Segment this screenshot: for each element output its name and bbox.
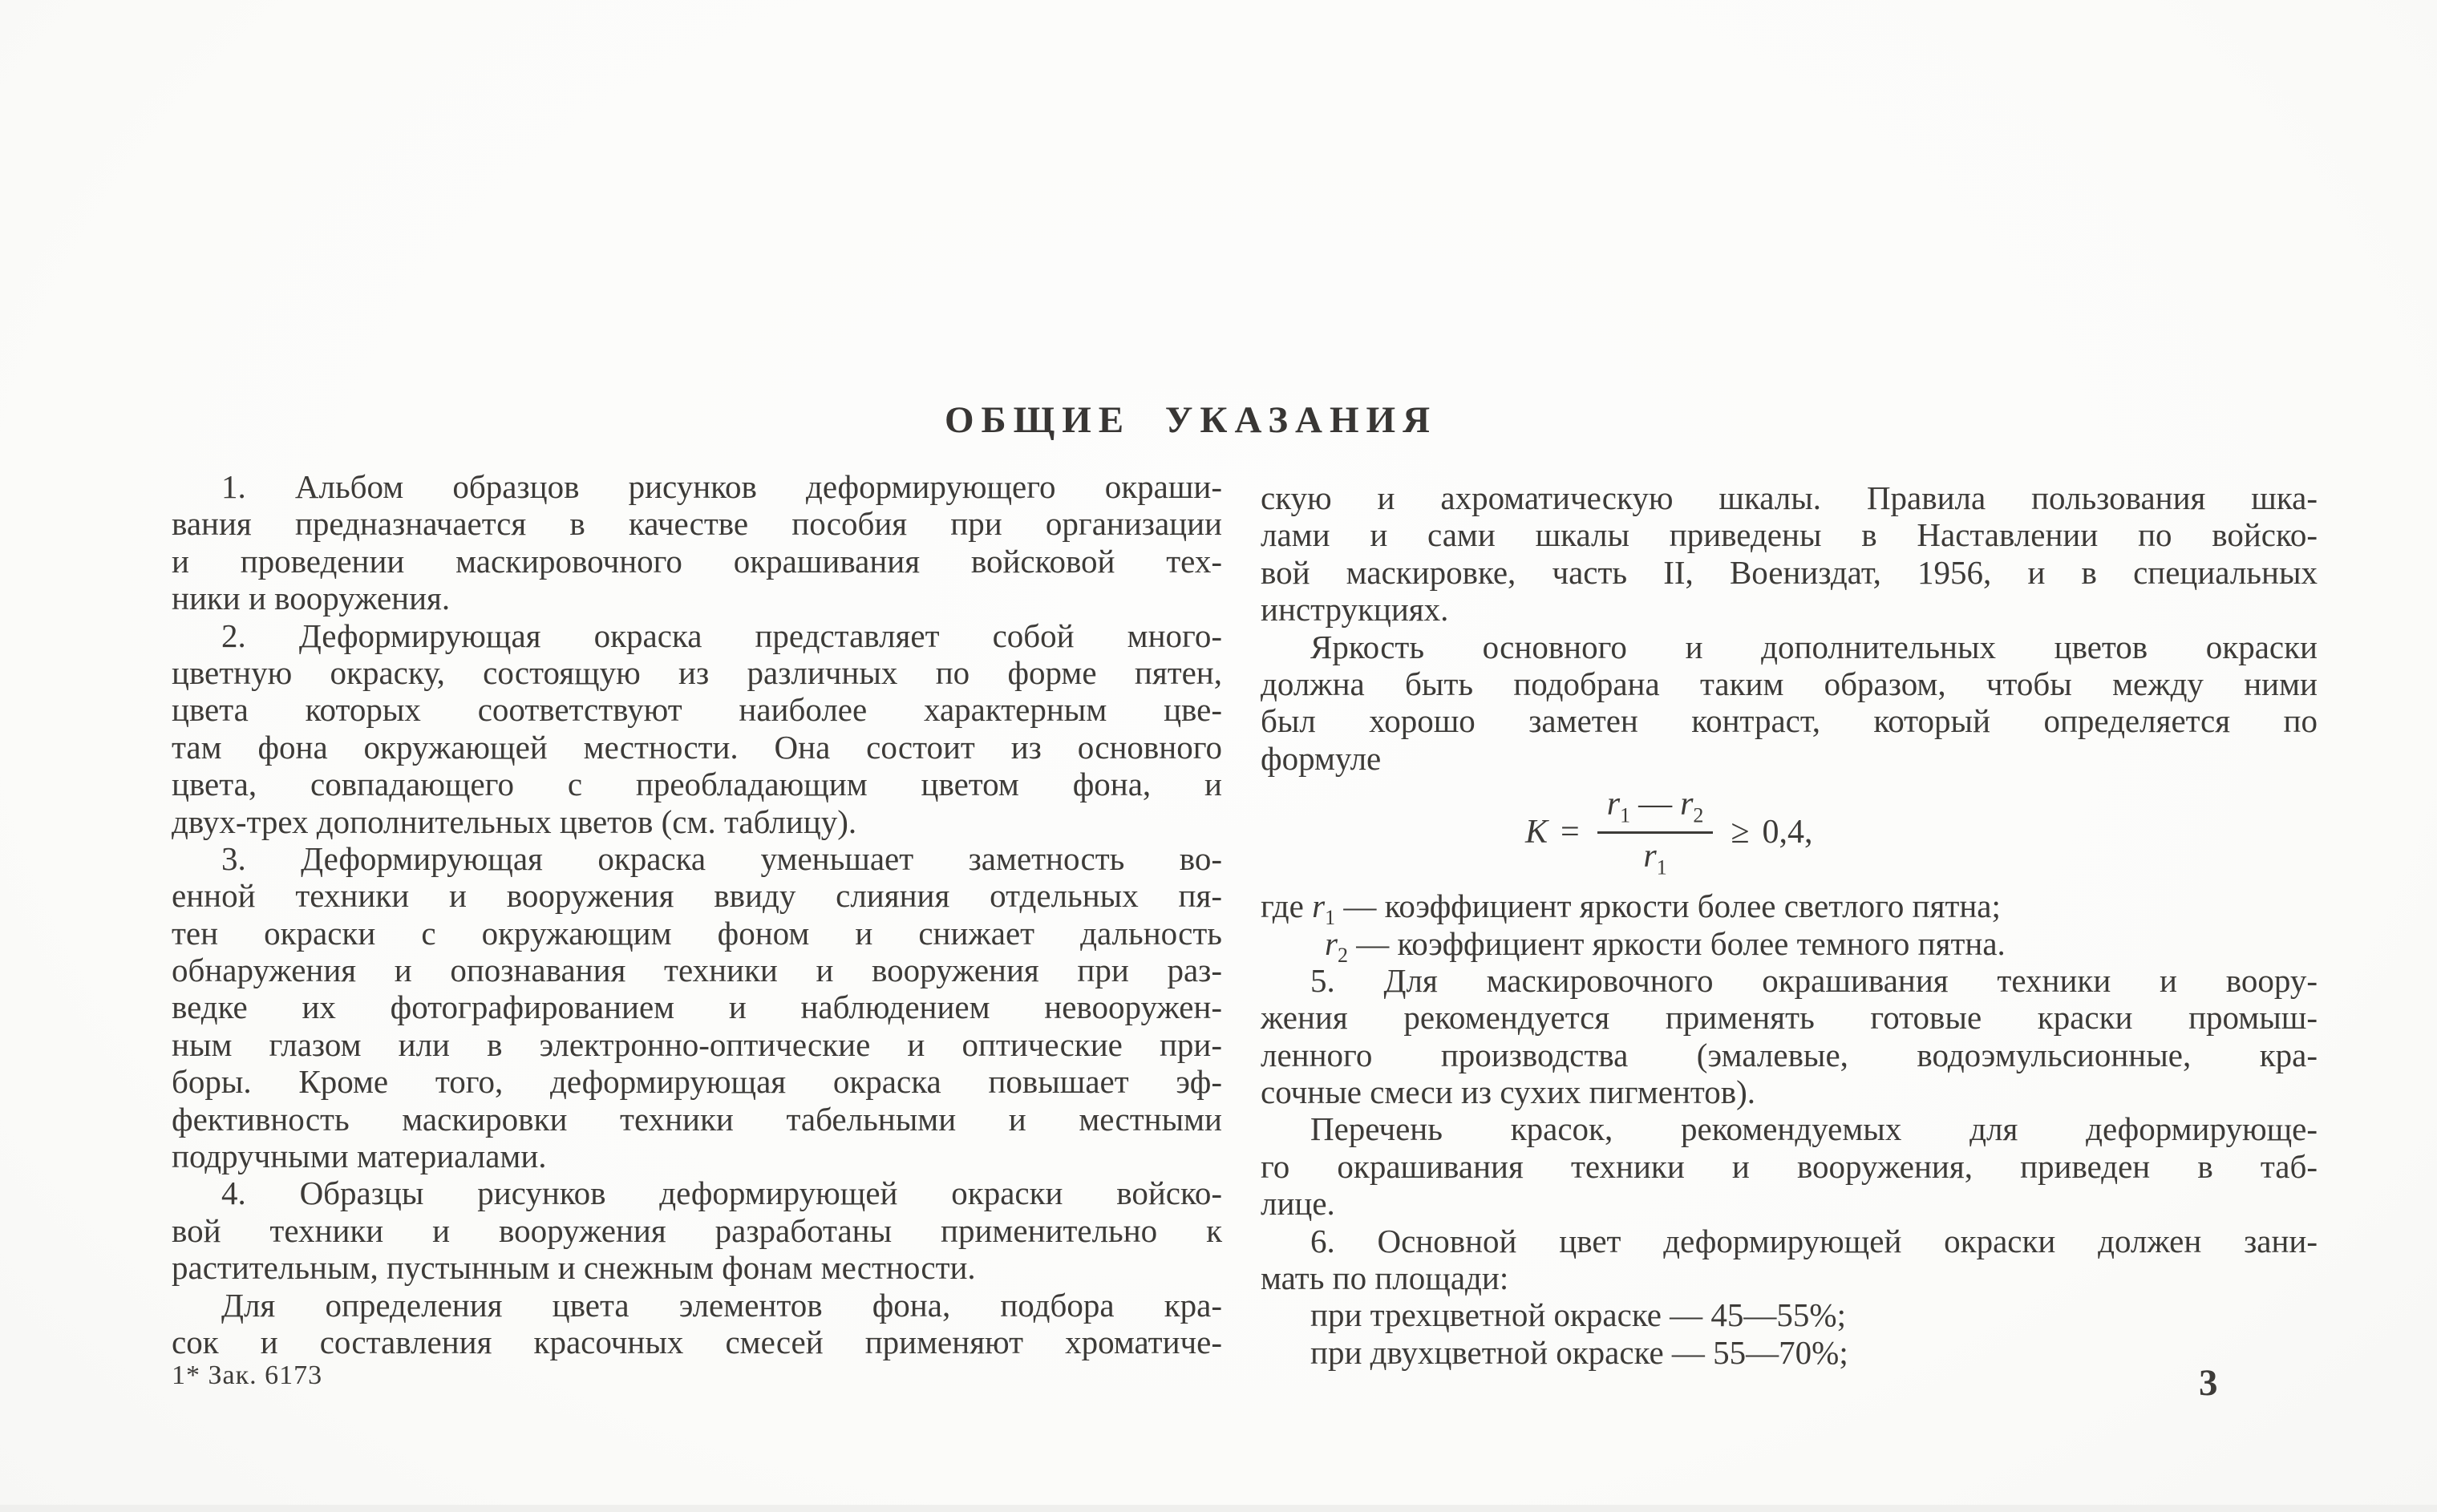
legend-text: — коэффициент яркости более светлого пятна;: [1335, 887, 2001, 925]
text-line: енной техники и вооружения ввиду слияния отдельных пя-: [172, 877, 1222, 915]
text-line: подручными материалами.: [172, 1138, 547, 1175]
text-line: ленного производства (эмалевые, водоэмульсионные, кра-: [1261, 1036, 2318, 1073]
text-line: сок и составления красочных смесей применяют хроматиче-: [172, 1323, 1222, 1360]
var-r2: r: [1325, 924, 1338, 962]
text-line: при трехцветной окраске — 45—55%;: [1310, 1296, 1846, 1334]
equals-sign: =: [1561, 814, 1580, 851]
formula-k: K: [1525, 814, 1548, 851]
sub-2: 2: [1693, 803, 1704, 827]
scan-bottom-edge: [0, 1505, 2437, 1512]
text-line: вой техники и вооружения разработаны применительно к: [172, 1211, 1222, 1249]
minus-sign: —: [1638, 785, 1673, 823]
print-order-note: 1* Зак. 6173: [172, 1360, 323, 1390]
text-line: при двухцветной окраске — 55—70%;: [1310, 1333, 1848, 1371]
var-r1: r: [1643, 838, 1657, 875]
var-r1: r: [1312, 887, 1326, 925]
text-line: 4. Образцы рисунков деформирующей окраски войско-: [221, 1174, 1222, 1212]
text-line: ники и вооружения.: [172, 580, 451, 617]
text-line: цвета, совпадающего с преобладающим цветом фона, и: [172, 766, 1222, 803]
text-line: фективность маскировки техники табельными и местными: [172, 1100, 1222, 1138]
denominator: [1643, 834, 1666, 879]
left-column: [172, 468, 1222, 1360]
text-line: вой маскировке, часть II, Воениздат, 1956, и в специальных: [1261, 553, 2318, 591]
text-line: и проведении маскировочного окрашивания войсковой тех-: [172, 542, 1222, 580]
text-line: там фона окружающей местности. Она состоит из основного: [172, 728, 1222, 766]
formula-value: 0,4,: [1762, 814, 1813, 851]
sub-1: 1: [1656, 855, 1667, 879]
text-line: инструкциях.: [1261, 591, 1449, 629]
var-r1: r: [1606, 785, 1621, 823]
text-line: 6. Основной цвет деформирующей окраски должен зани-: [1310, 1222, 2318, 1259]
text-line: ным глазом или в электронно-оптические и оптические при-: [172, 1025, 1222, 1063]
var-r2: r: [1680, 785, 1694, 823]
text-line: жения рекомендуется применять готовые краски промыш-: [1261, 999, 2318, 1037]
text-line: должна быть подобрана таким образом, чтобы между ними: [1261, 665, 2318, 702]
greater-equal-sign: ≥: [1731, 814, 1750, 851]
text-line: 1. Альбом образцов рисунков деформирующего окраши-: [221, 468, 1222, 505]
numerator: [1597, 785, 1714, 834]
text-line: был хорошо заметен контраст, который определяется по: [1261, 702, 2318, 740]
contrast-formula: [1261, 777, 2318, 887]
sub-1: 1: [1620, 803, 1631, 827]
text-line: растительным, пустынным и снежным фонам местности.: [172, 1249, 976, 1287]
text-line: ведке их фотографированием и наблюдением невооружен-: [172, 988, 1222, 1026]
text-line: цветную окраску, состоящую из различных по форме пятен,: [172, 653, 1222, 691]
text-line: Для определения цвета элементов фона, подбора кра-: [221, 1286, 1222, 1324]
sub-1: 1: [1325, 906, 1336, 930]
text-line: цвета которых соответствуют наиболее характерным цве-: [172, 691, 1222, 729]
right-column: [1261, 479, 2318, 1371]
text-line: 2. Деформирующая окраска представляет собой много-: [221, 617, 1222, 654]
page-number: 3: [2199, 1362, 2218, 1404]
page-title: ОБЩИЕ УКАЗАНИЯ: [944, 399, 1438, 441]
text-line: вания предназначается в качестве пособия при организации: [172, 505, 1222, 543]
text-line: го окрашивания техники и вооружения, приведен в таб-: [1261, 1147, 2318, 1185]
text-line: мать по площади:: [1261, 1259, 1509, 1297]
text-line: 3. Деформирующая окраска уменьшает заметность во-: [221, 839, 1222, 877]
text-line: Яркость основного и дополнительных цветов окраски: [1310, 628, 2318, 665]
formula-legend-line: [1261, 924, 2318, 967]
text-line: сочные смеси из сухих пигментов).: [1261, 1073, 1756, 1111]
text-line: скую и ахроматическую шкалы. Правила пользования шка-: [1261, 479, 2318, 516]
text-line: лами и сами шкалы приведены в Наставлении по войско-: [1261, 516, 2318, 554]
text-line: Перечень красок, рекомендуемых для деформирующе-: [1310, 1110, 2318, 1148]
formula-legend-line: [1261, 887, 2318, 930]
text-line: лице.: [1261, 1185, 1335, 1223]
sub-2: 2: [1337, 943, 1348, 967]
text-line: 5. Для маскировочного окрашивания техники и воору-: [1310, 961, 2318, 999]
text-line: формуле: [1261, 739, 1382, 777]
text-line: боры. Кроме того, деформирующая окраска повышает эф-: [172, 1063, 1222, 1101]
legend-text: — коэффициент яркости более темного пятна.: [1347, 924, 2006, 962]
legend-pre: где: [1261, 887, 1313, 925]
fraction: [1597, 785, 1714, 880]
text-line: обнаружения и опознавания техники и вооружения при раз-: [172, 952, 1222, 989]
text-line: тен окраски с окружающим фоном и снижает дальность: [172, 914, 1222, 952]
text-line: двух-трех дополнительных цветов (см. таблицу).: [172, 802, 857, 840]
